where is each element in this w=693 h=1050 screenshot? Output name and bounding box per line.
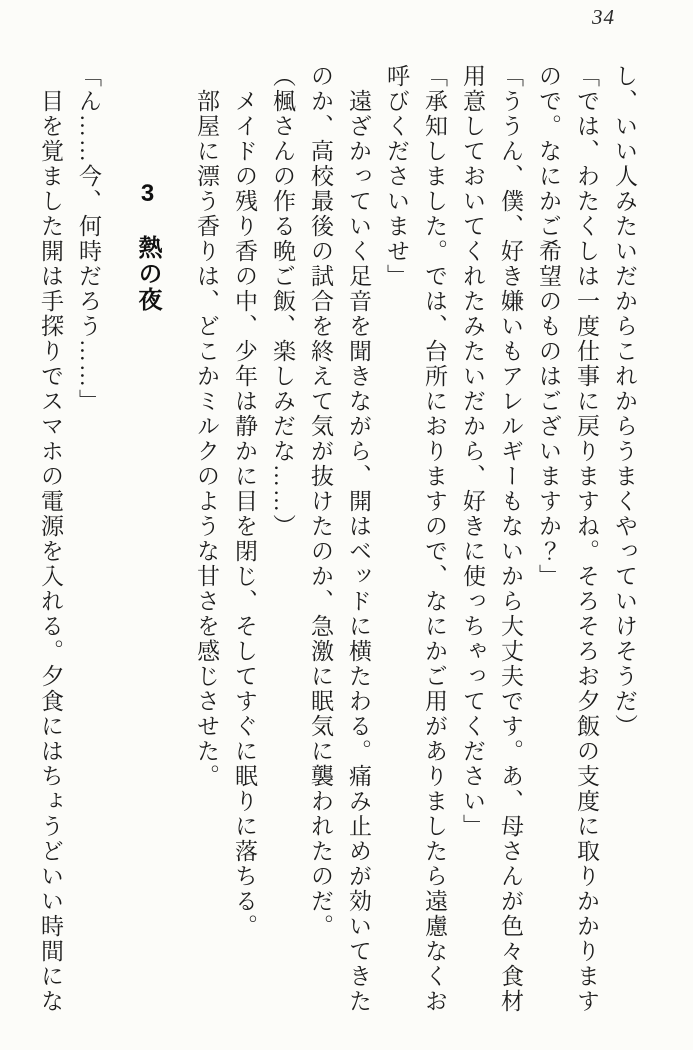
paragraph-narrative-scent: 部屋に漂う香りは、どこかミルクのような甘さを感じさせた。 <box>194 89 219 789</box>
paragraph-dialogue-maid: 「では、わたくしは一度仕事に戻りますね。そろそろお夕飯の支度に取りかかりますので。なにかご希望のものはございますか？」 <box>536 64 599 1014</box>
paragraph-dialogue-maid-reply: 「承知しました。では、台所におりますので、なにかご用がありましたら遠慮なくお呼びくださいませ」 <box>384 64 447 1014</box>
paragraph-narrative-sleep: メイドの残り香の中、少年は静かに目を閉じ、そしてすぐに眠りに落ちる。 <box>232 89 257 939</box>
page-number: 34 <box>592 5 615 29</box>
vertical-text-area <box>31 64 643 1014</box>
paragraph-inner-thought: （楓さんの作る晩ご飯、楽しみだな……） <box>270 64 295 539</box>
paragraph-dialogue-boy: 「ううん、僕、好き嫌いもアレルギーもないから大丈夫です。あ、母さんが色々食材用意しておいてくれたみたいだから、好きに使っちゃってください」 <box>460 64 523 1014</box>
paragraph-dialogue-waking: 「ん……今、何時だろう……」 <box>76 64 101 414</box>
paragraph-narrative-phone: 目を覚ました開は手探りでスマホの電源を入れる。夕食にはちょうどいい時間にな <box>38 89 63 1014</box>
paragraph-continuation: し、いい人みたいだからこれからうまくやっていけそうだ） <box>612 64 637 739</box>
chapter-heading: 3 熱の夜 <box>134 180 161 313</box>
paragraph-narrative-footsteps: 遠ざかっていく足音を聞きながら、開はベッドに横たわる。痛み止めが効いてきたのか、高校最後の試合を終えて気が抜けたのか、急激に眠気に襲われたのだ。 <box>308 64 371 1014</box>
